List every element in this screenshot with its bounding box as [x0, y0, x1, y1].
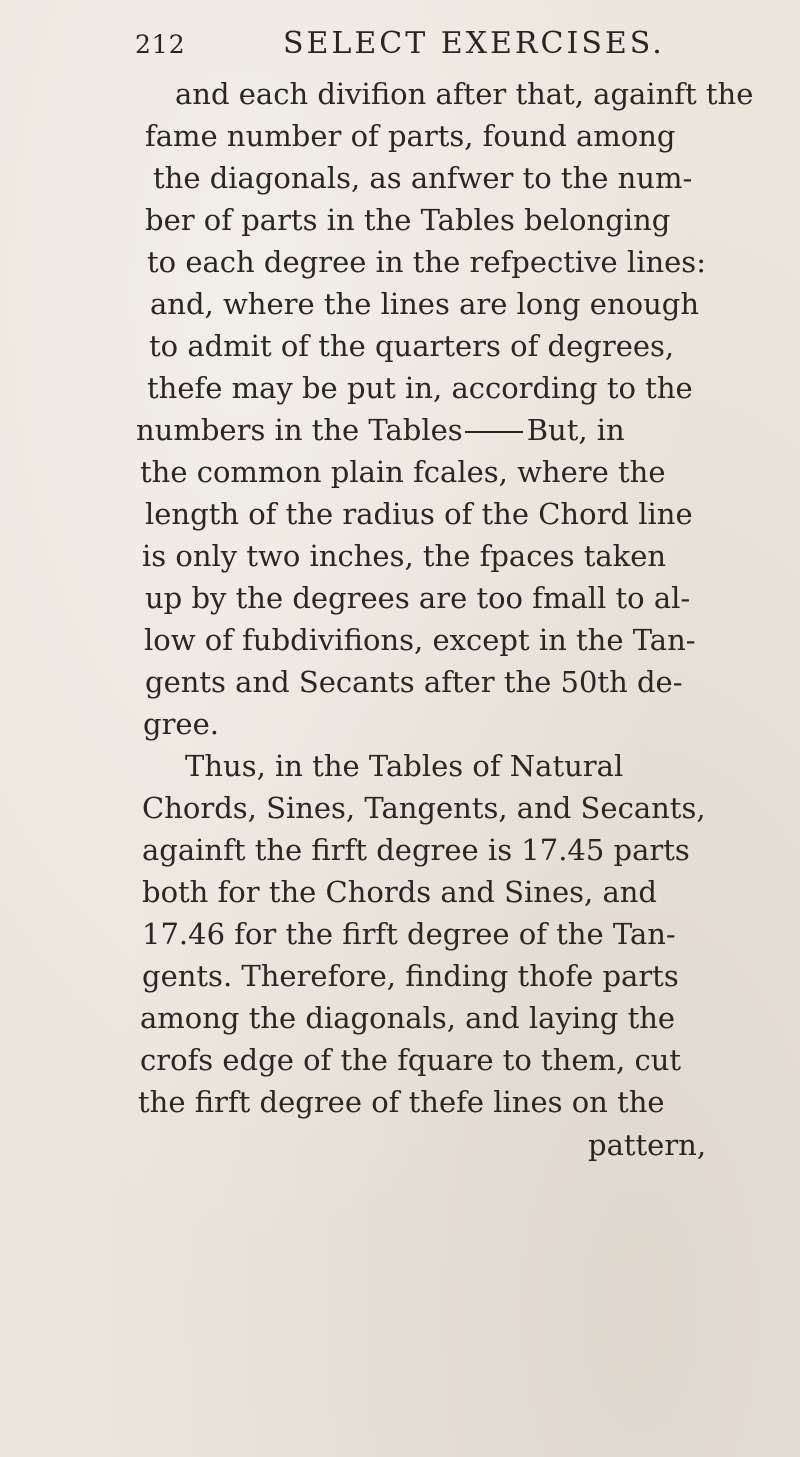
page-number: 212	[135, 30, 186, 59]
text-line: to each degree in the refpective lines:	[147, 245, 706, 279]
text-line: the firft degree of thefe lines on the	[138, 1085, 665, 1119]
text-line: the common plain fcales, where the	[140, 455, 666, 489]
catchword: pattern,	[588, 1128, 707, 1162]
text-line-tail: But, in	[526, 413, 625, 447]
text-line: among the diagonals, and laying the	[140, 1001, 676, 1035]
text-line: gents. Therefore, finding thofe parts	[142, 959, 679, 993]
text-line: 17.46 for the firft degree of the Tan-	[142, 917, 676, 951]
text-line: gents and Secants after the 50th de-	[145, 665, 683, 699]
running-head: SELECT EXERCISES.	[283, 26, 665, 61]
em-dash-rule	[465, 431, 523, 433]
text-line: length of the radius of the Chord line	[145, 497, 693, 531]
text-line: fame number of parts, found among	[145, 119, 676, 153]
text-line: Chords, Sines, Tangents, and Secants,	[142, 791, 706, 825]
text-line: and, where the lines are long enough	[150, 287, 700, 321]
page-header	[135, 26, 665, 66]
text-line: Thus, in the Tables of Natural	[185, 749, 624, 783]
text-line: to admit of the quarters of degrees,	[149, 329, 675, 363]
text-line: up by the degrees are too fmall to al-	[145, 581, 691, 615]
text-line-head: numbers in the Tables	[136, 413, 463, 447]
text-line: againft the firft degree is 17.45 parts	[142, 833, 690, 867]
text-line: crofs edge of the fquare to them, cut	[140, 1043, 682, 1077]
text-line: gree.	[143, 707, 219, 741]
text-line: low of fubdivifions, except in the Tan-	[144, 623, 696, 657]
text-line	[136, 412, 800, 448]
text-line: ber of parts in the Tables belonging	[145, 203, 671, 237]
text-line: and each divifion after that, againft the	[175, 77, 754, 111]
text-line: is only two inches, the fpaces taken	[142, 539, 667, 573]
text-line: the diagonals, as anfwer to the num-	[153, 161, 693, 195]
text-line: thefe may be put in, according to the	[147, 371, 693, 405]
text-line: both for the Chords and Sines, and	[142, 875, 657, 909]
